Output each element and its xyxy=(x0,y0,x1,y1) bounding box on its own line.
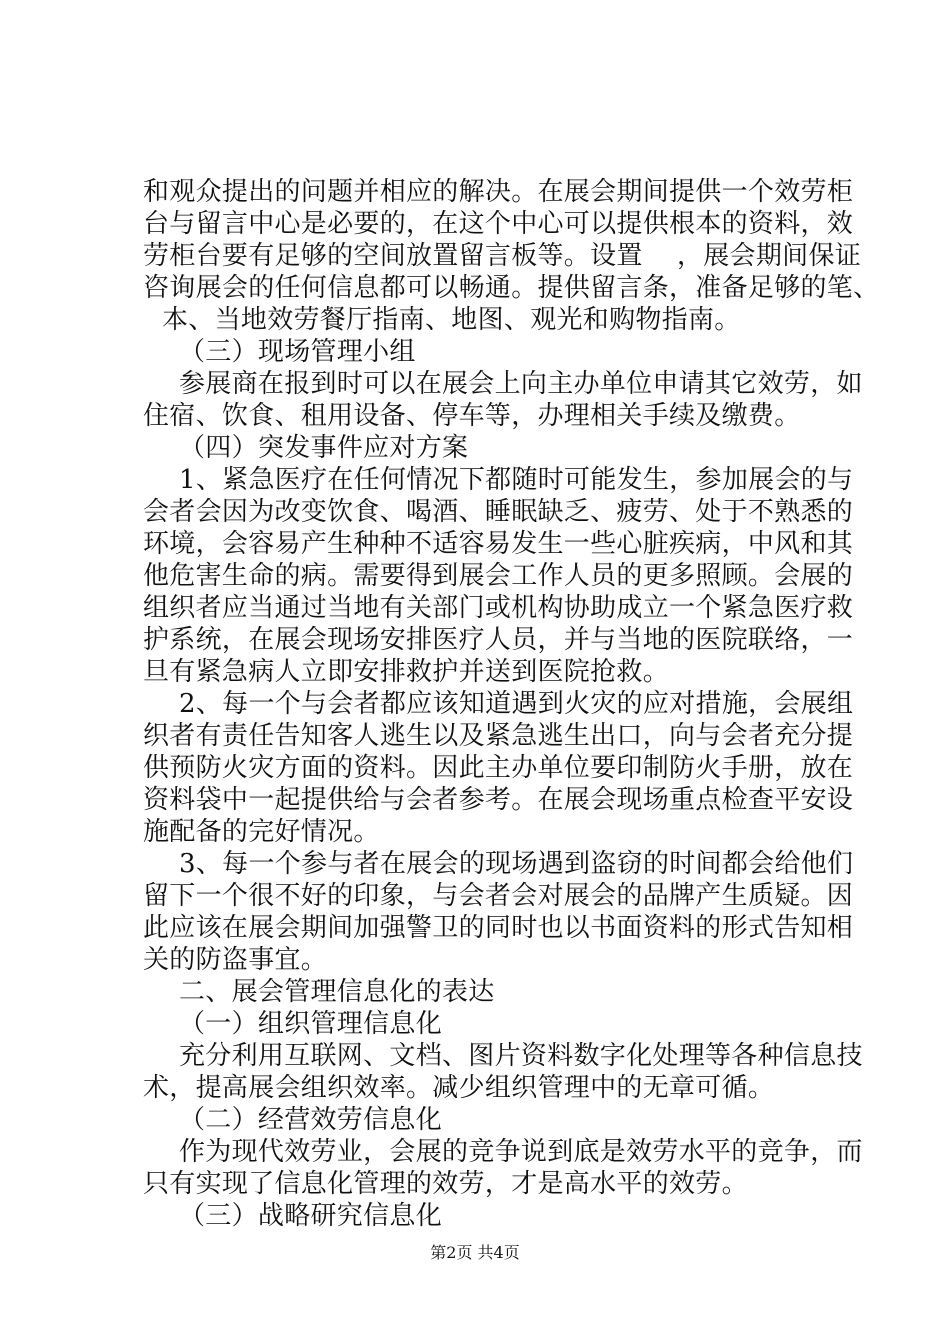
page-footer xyxy=(0,1243,950,1263)
body-text-line: 3、每一个参与者在展会的现场遇到盗窃的时间都会给他们 xyxy=(179,849,854,879)
body-text-line: 咨询展会的任何信息都可以畅通。提供留言条，准备足够的笔、 xyxy=(143,273,880,303)
body-text-line: 组织者应当通过当地有关部门或机构协助成立一个紧急医疗救 xyxy=(143,593,854,623)
subsection-heading: （一）组织管理信息化 xyxy=(179,1009,443,1039)
page-number-label: 第2页 共4页 xyxy=(430,1243,520,1262)
body-text-line: 他危害生命的病。需要得到展会工作人员的更多照顾。会展的 xyxy=(143,561,854,591)
body-text-line: 台与留言中心是必要的，在这个中心可以提供根本的资料，效 xyxy=(143,209,854,239)
section-heading: 二、展会管理信息化的表达 xyxy=(179,977,495,1007)
body-text-line: 住宿、饮食、租用设备、停车等，办理相关手续及缴费。 xyxy=(143,401,801,431)
section-heading: （三）现场管理小组 xyxy=(179,337,416,367)
body-text-line: 术，提高展会组织效率。减少组织管理中的无章可循。 xyxy=(143,1073,775,1103)
body-text-line: 1、紧急医疗在任何情况下都随时可能发生，参加展会的与 xyxy=(179,465,854,495)
body-text-line: 劳柜台要有足够的空间放置留言板等。设置 ，展会期间保证 xyxy=(143,241,862,271)
body-text-line: 本、当地效劳餐厅指南、地图、观光和购物指南。 xyxy=(162,305,741,335)
body-text-line: 此应该在展会期间加强警卫的同时也以书面资料的形式告知相 xyxy=(143,913,854,943)
body-text-line: 2、每一个与会者都应该知道遇到火灾的应对措施，会展组 xyxy=(179,689,854,719)
body-text-line: 只有实现了信息化管理的效劳，才是高水平的效劳。 xyxy=(143,1169,748,1199)
body-text-line: 供预防火灾方面的资料。因此主办单位要印制防火手册，放在 xyxy=(143,753,854,783)
body-text-line: 织者有责任告知客人逃生以及紧急逃生出口，向与会者充分提 xyxy=(143,721,854,751)
body-text-line: 留下一个很不好的印象，与会者会对展会的品牌产生质疑。因 xyxy=(143,881,854,911)
body-text-line: 充分利用互联网、文档、图片资料数字化处理等各种信息技 xyxy=(179,1041,863,1071)
body-text-line: 资料袋中一起提供给与会者参考。在展会现场重点检查平安设 xyxy=(143,785,854,815)
body-text-line: 和观众提出的问题并相应的解决。在展会期间提供一个效劳柜 xyxy=(143,177,854,207)
body-text-line: 会者会因为改变饮食、喝酒、睡眠缺乏、疲劳、处于不熟悉的 xyxy=(143,497,854,527)
body-text-line: 护系统，在展会现场安排医疗人员，并与当地的医院联络，一 xyxy=(143,625,854,655)
body-text-line: 旦有紧急病人立即安排救护并送到医院抢救。 xyxy=(143,657,670,687)
body-text-line: 作为现代效劳业，会展的竞争说到底是效劳水平的竞争，而 xyxy=(179,1137,863,1167)
body-text-line: 参展商在报到时可以在展会上向主办单位申请其它效劳，如 xyxy=(179,369,863,399)
section-heading: （四）突发事件应对方案 xyxy=(179,433,469,463)
subsection-heading: （三）战略研究信息化 xyxy=(179,1201,443,1231)
body-text-line: 施配备的完好情况。 xyxy=(143,817,380,847)
subsection-heading: （二）经营效劳信息化 xyxy=(179,1105,443,1135)
body-text-line: 环境，会容易产生种种不适容易发生一些心脏疾病，中风和其 xyxy=(143,529,854,559)
body-text-line: 关的防盗事宜。 xyxy=(143,945,328,975)
